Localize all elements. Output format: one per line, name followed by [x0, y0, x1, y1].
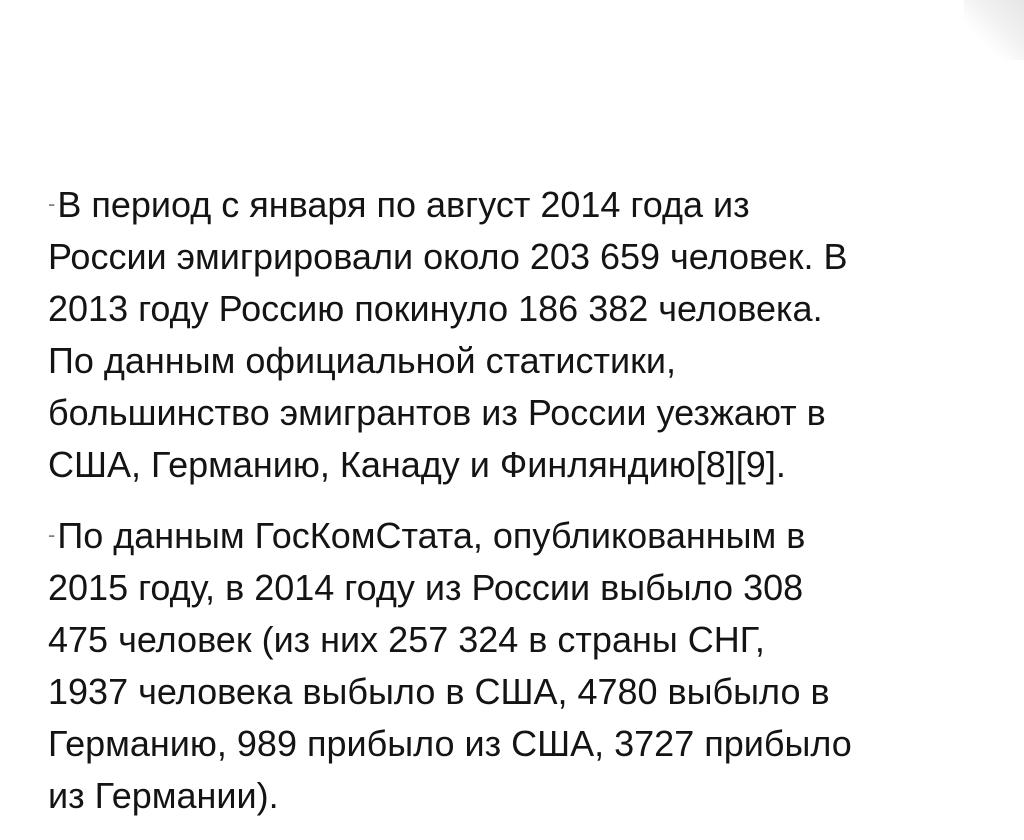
text-line: 2015 году, в 2014 году из России выбыло 308 — [48, 567, 804, 608]
text-line: Германию, 989 прибыло из США, 3727 прибыло — [48, 723, 852, 764]
text-line: 2013 году Россию покинуло 186 382 человека. — [48, 288, 823, 329]
text-line: большинство эмигрантов из России уезжают в — [48, 392, 826, 433]
text-line — [48, 509, 998, 562]
text-line: 475 человек (из них 257 324 в страны СНГ, — [48, 619, 765, 660]
text-line-content: По данным ГосКомСтата, опубликованным в — [57, 515, 806, 556]
slide-body-text — [48, 178, 998, 840]
paragraph-goskomstat-2015 — [48, 509, 998, 822]
slide-corner-decoration — [964, 0, 1024, 60]
paragraph-emigration-2014 — [48, 178, 998, 491]
text-line — [48, 178, 998, 231]
text-line: из Германии). — [48, 775, 279, 816]
text-line: России эмигрировали около 203 659 человек. В — [48, 236, 848, 277]
bullet-marker: - — [48, 191, 56, 216]
text-line-content: В период с января по август 2014 года из — [57, 184, 750, 225]
text-line: 1937 человека выбыло в США, 4780 выбыло в — [48, 671, 830, 712]
text-line: По данным официальной статистики, — [48, 340, 676, 381]
text-line: США, Германию, Канаду и Финляндию[8][9]. — [48, 444, 786, 485]
bullet-marker: - — [48, 522, 56, 547]
